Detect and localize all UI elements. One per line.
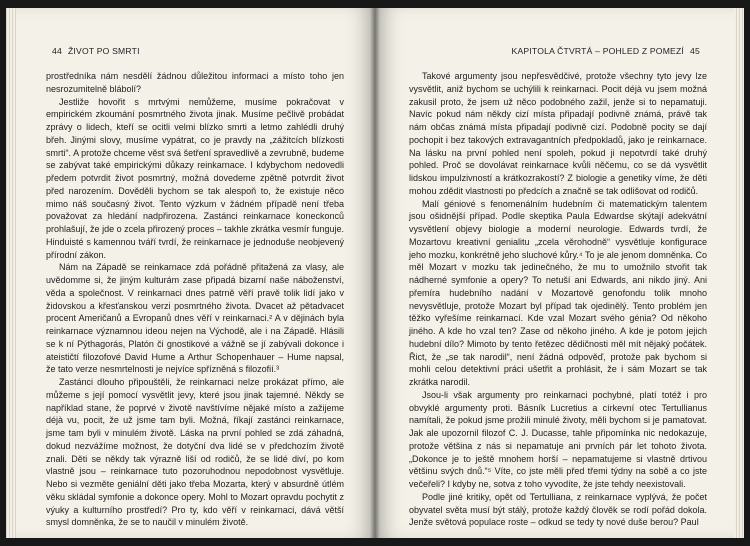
right-body-text bbox=[409, 70, 707, 529]
left-running-head bbox=[46, 46, 140, 56]
paragraph: Jsou-li však argumenty pro reinkarnaci pochybné, platí totéž i pro obvyklé argumenty proti. Básník Lucretius a církevní otec Tertullianus namítali, že pokud jsme prožili minulé životy, měli bychom si je pamatovat. Jak ale upozornil filozof C. J. Ducasse, tahle připomínka nic nedokazuje, protože většina z nás si nepamatuje ani prvních pár let tohoto života. „Dokonce je to ještě mnohem horší – nepamatujeme si vlastně drtivou většinu svých dnů.“⁵ Víte, co jste měli před třemi týdny na sobě a co jste večeřeli? I kdyby ne, sotva z toho vyvodíte, že jste tehdy neexistovali. bbox=[409, 389, 707, 489]
paragraph: Zastánci dlouho připouštěli, že reinkarnaci nelze prokázat přímo, ale můžeme s její pomocí vysvětlit jevy, které jsou jinak tajemné. Někdy se například stane, že poprvé v životě navštívíme nějaké místo a zažijeme déjà vu, pocit, že už jsme tam byli. Možná, říkají zastánci reinkarnace, jsme tam byli v minulém životě. Láska na první pohled se zdá záhadná, dokud nezvážíme možnost, že dotyční dva lidé se v předchozím životě znali. Děti se někdy tak výrazně liší od rodičů, že se lidé diví, po kom vlastně jsou – reinkarnace tuto pozoruhodnou nepodobnost vysvětluje. Nebo si vezměte geniální děti jako třeba Mozarta, který v absurdně útlém věku skládal symfonie a dokonce opery. Mohl to Mozart opravdu pochytit z výuky a kulturního prostředí? Pro ty, kdo věří v reinkarnaci, dává větší smysl domněnka, že se to naučil v minulém životě. bbox=[46, 377, 344, 528]
right-running-head bbox=[512, 46, 706, 56]
paragraph: Takové argumenty jsou nepřesvědčivé, protože všechny tyto jevy lze vysvětlit, aniž bychom se uchýlili k reinkarnaci. Pocit déjà vu jsem možná zakusil proto, že jsem už něco podobného zažil, jenže si to nepamatuji. Navíc pokud nám někdy cizí místa připadají podivně známá, právě tak nám občas známá místa připadají podivně cizí. Podobně pocity se dají pochopit i bez takových extravagantních předpokladů, jako je reinkarnace. Na lásku na první pohled není spoleh, pokud ji nepotvrdí také druhý pohled. Proč se dovolávat reinkarnace kvůli něčemu, co se dá vysvětlit lidskou impulzivností a krátkozrakostí? Z biologie a genetiky víme, že děti mohou zdědit vlastnosti po předcích a značně se tak odlišovat od rodičů. bbox=[409, 71, 707, 196]
open-book bbox=[6, 8, 744, 538]
paragraph: Nám na Západě se reinkarnace zdá pořádně přitažená za vlasy, ale uvědomme si, že jiným kulturám zase připadá bizarní naše náboženství, věda a společnost. V reinkarnaci dnes patrně věří pravě tolik lidí jako v židovskou a křesťanskou verzi posmrtného života. Dvacet až pětadvacet procent Američanů a Evropanů dnes věří v reinkarnaci.² A v dějinách byla reinkarnace významnou ideou nejen na Východě, ale i na Západě. Hlásili se k ní Pýthagorás, Platón či gnostikové a vážně se jí zabývali dokonce i ateističtí filozofové David Hume a Arthur Schopenhauer – Hume napsal, že tato verze nesmrtelnosti je nejvíce spřízněná s filozofií.³ bbox=[46, 262, 344, 375]
paragraph: prostředníka nám nesdělí žádnou důležitou informaci a místo toho jen nesrozumitelně blábolí? bbox=[46, 71, 344, 94]
left-page-number: 44 bbox=[52, 46, 62, 56]
left-page-edges bbox=[6, 8, 16, 538]
paragraph: Podle jiné kritiky, opět od Tertulliana, z reinkarnace vyplývá, že počet obyvatel světa musí být stálý, protože každý člověk se rodí pořád dokola. Jenže světová populace roste – odkud se tedy ty nové duše berou? Paul bbox=[409, 491, 707, 528]
right-page-number: 45 bbox=[690, 46, 700, 56]
paragraph: Malí géniové s fenomenálním hudebním či matematickým talentem jsou ošidnější případ. Podle skeptika Paula Edwardse skýtají adekvátní vysvětlení objevy biologie a moderní neurologie. Edwards tvrdí, že Mozartovu kreativní genialitu „zcela věrohodně“ vysvětluje konfigurace jeho mozku, konkrétně jeho sluchové kůry.⁴ To je ale jenom domněnka. Co měl Mozart v mozku tak jedinečného, že mu to umožnilo stvořit tak nádherné symfonie a opery? To netuší ani Edwards, ani nikdo jiný. Ani přemíra hudebního nadání v Mozartově genofondu tolik mnoho nevysvětluje, protože Mozart byl případ tak ojedinělý. Tento problém jen těžko vyřešíme reinkarnací. Kde vzal Mozart svého génia? Od někoho jiného. A kde ho vzal ten? Zase od někoho jiného. A kde je potom jejich hudební dílo? Mimoto by tento řetězec dědičnosti měl mít nějaký počátek. Řict, že „se tak narodil“, není žádná odpověď, protože pak bychom si mohli celou detektivní práci ušetřit a prohlásit, že i sám Mozart se tak zkrátka narodil. bbox=[409, 198, 707, 387]
right-page bbox=[375, 8, 744, 538]
paragraph: Jestliže hovořit s mrtvými nemůžeme, musíme pokračovat v empirickém zkoumání posmrtného života jinak. Musíme pečlivě probádat zprávy o lidech, kteří se ocitli velmi blízko smrti a letmo zahlédli druhý břeh. Jinými slovy, musíme vypátrat, co je pravdy na „zážitcích blízkosti smrti“. A protože chceme věst svá šetření spravedlivě a zevrubně, budeme se zabývat také empirickými důkazy reinkarnace. I kdybychom nedovedli předem potvrdit život posmrtný, možná dovedeme zpětně potvrdit život před narozením. Dověděli bychom se tak alespoň to, že existuje něco mimo náš současný život. Tento výzkum v žádném případě není třeba považovat za hledání nadpřirozena. Zastánci reinkarnace koneckonců prohlašují, že jde o zcela přirozený proces – takhle zkrátka vesmír funguje. Hinduisté s kamennou tváří tvrdí, že reinkarnace je jednoduše neobjevený přírodní zákon. bbox=[46, 96, 344, 260]
right-page-edges bbox=[734, 8, 744, 538]
left-page bbox=[6, 8, 375, 538]
left-body-text bbox=[46, 70, 344, 529]
right-header-title: KAPITOLA ČTVRTÁ – POHLED Z POMEZÍ bbox=[511, 46, 685, 56]
book-spine-shadow bbox=[370, 8, 380, 538]
left-header-title: ŽIVOT PO SMRTI bbox=[67, 46, 140, 56]
